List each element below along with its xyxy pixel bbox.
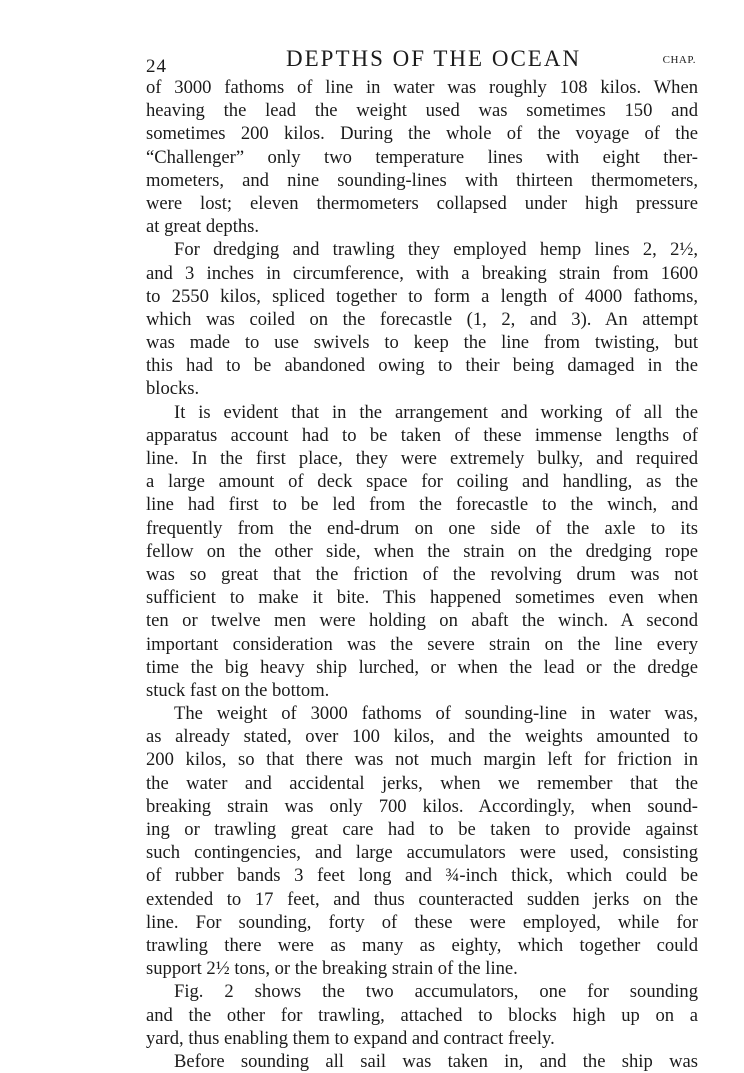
text-line: blocks.	[146, 378, 200, 400]
text-line: trawling there were as many as eighty, which together could	[146, 934, 698, 956]
text-line: line. In the first place, they were extremely bulky, and required	[146, 448, 698, 469]
text-line: heaving the lead the weight used was sometimes 150 and	[146, 100, 698, 122]
text-line: 200 kilos, so that there was not much margin left for friction in	[146, 749, 698, 771]
text-line: sometimes 200 kilos. During the whole of the voyage of the	[146, 123, 698, 145]
running-title: DEPTHS OF THE OCEAN	[286, 46, 582, 71]
text-line: a large amount of deck space for coiling and handling, as the	[146, 471, 698, 493]
text-line: ten or twelve men were holding on abaft the winch. A second	[146, 610, 698, 632]
text-line: yard, thus enabling them to expand and contract freely.	[146, 1027, 555, 1049]
text-line: mometers, and nine sounding-lines with thirteen thermometers,	[146, 169, 698, 191]
text-line: and 3 inches in circumference, with a breaking strain from 1600	[146, 262, 698, 284]
text-line: were lost; eleven thermometers collapsed under high pressure	[146, 192, 698, 214]
text-line: such contingencies, and large accumulators were used, consisting	[146, 842, 698, 864]
text-line: sufficient to make it bite. This happened sometimes even when	[146, 587, 698, 609]
text-line: and the other for trawling, attached to blocks high up on a	[146, 1004, 698, 1026]
paragraph-start-line: It is evident that in the arrangement and working of all the	[174, 401, 698, 423]
text-line: was so great that the friction of the revolving drum was not	[146, 563, 698, 585]
text-line: ing or trawling great care had to be taken to provide against	[146, 819, 698, 840]
text-line: was made to use swivels to keep the line from twisting, but	[146, 332, 698, 354]
text-line: of 3000 fathoms of line in water was roughly 108 kilos. When	[146, 77, 698, 98]
paragraph-start-line: The weight of 3000 fathoms of sounding-line in water was,	[174, 703, 698, 725]
text-line: fellow on the other side, when the strain on the dredging rope	[146, 540, 698, 562]
text-line: line. For sounding, forty of these were employed, while for	[146, 911, 698, 933]
text-line: important consideration was the severe strain on the line every	[146, 633, 698, 655]
text-line: time the big heavy ship lurched, or when the lead or the dredge	[146, 656, 698, 678]
page-header	[146, 44, 698, 76]
text-line: of rubber bands 3 feet long and ¾-inch thick, which could be	[146, 865, 698, 887]
text-line: at great depths.	[146, 216, 260, 238]
body-text	[146, 76, 698, 1073]
text-line: this had to be abandoned owing to their being damaged in the	[146, 355, 698, 377]
text-line: breaking strain was only 700 kilos. Accordingly, when sound-	[146, 795, 698, 817]
chapter-abbreviation: CHAP.	[662, 54, 696, 66]
text-line: “Challenger” only two temperature lines with eight ther-	[146, 146, 698, 168]
text-line: frequently from the end-drum on one side of the axle to its	[146, 517, 698, 539]
text-line: the water and accidental jerks, when we remember that the	[146, 772, 698, 794]
text-line: extended to 17 feet, and thus counteracted sudden jerks on the	[146, 888, 698, 910]
paragraph-start-line: Before sounding all sail was taken in, and the ship was	[174, 1050, 698, 1072]
text-line: to 2550 kilos, spliced together to form a length of 4000 fathoms,	[146, 285, 698, 307]
paragraph-start-line: For dredging and trawling they employed hemp lines 2, 2½,	[174, 239, 698, 261]
text-line: apparatus account had to be taken of these immense lengths of	[146, 424, 698, 446]
text-line: which was coiled on the forecastle (1, 2, and 3). An attempt	[146, 308, 698, 330]
paragraph-start-line: Fig. 2 shows the two accumulators, one for sounding	[174, 981, 698, 1003]
text-line: support 2½ tons, or the breaking strain of the line.	[146, 958, 518, 980]
text-line: stuck fast on the bottom.	[146, 679, 330, 701]
page-number: 24	[146, 56, 167, 77]
text-line: line had first to be led from the forecastle to the winch, and	[146, 494, 698, 516]
text-line: as already stated, over 100 kilos, and the weights amounted to	[146, 726, 698, 748]
